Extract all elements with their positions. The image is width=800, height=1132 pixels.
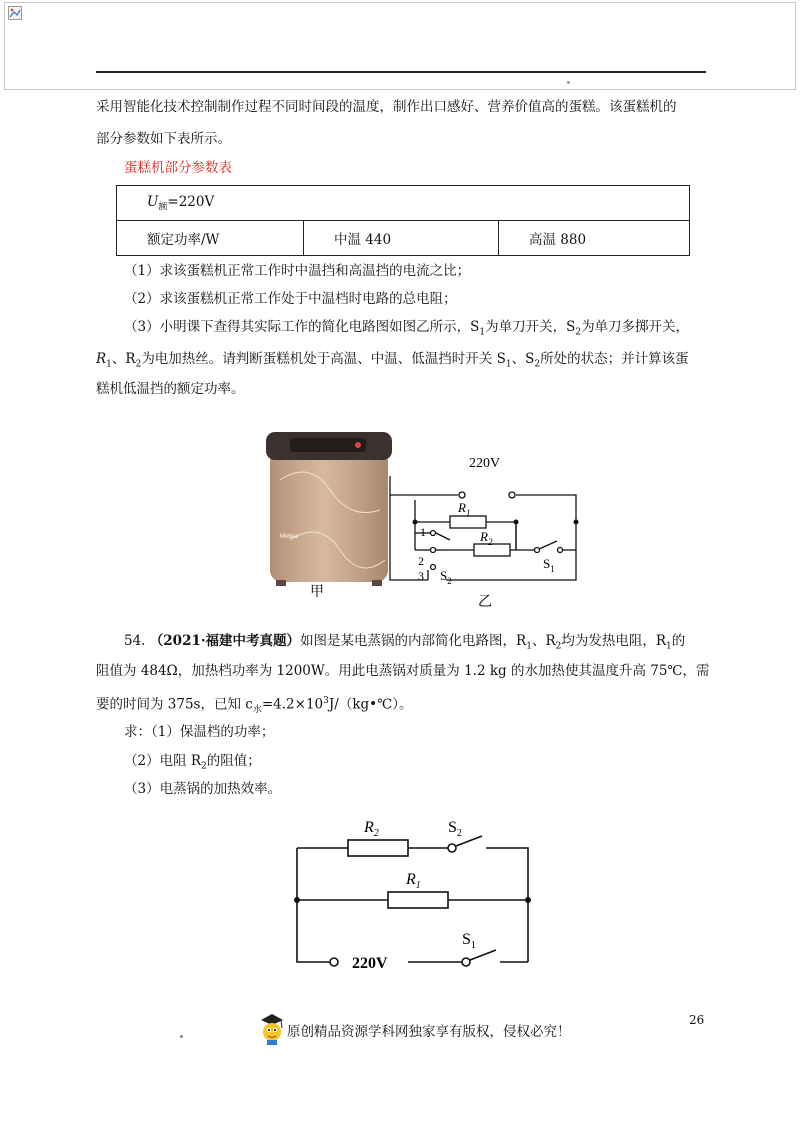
page-number: 26: [689, 1013, 705, 1027]
q53-part3-line2: $R_1$、$R_2$为电加热丝。请判断蛋糕机处于高温、中温、低温挡时开关 $S_1$、$S_2$所处的状态；并计算该蛋: [96, 351, 689, 370]
footer-dot: [180, 1035, 183, 1038]
figure-steamer-circuit: [290, 812, 540, 982]
figure-cake-machine: [250, 420, 600, 616]
voltage-cell: $U_额=220V$: [117, 186, 690, 221]
q54-ask2: （2）电阻 $R_2$的阻值；: [124, 753, 261, 772]
circuit-s1-label: $S_1$: [543, 556, 555, 574]
steamer-r2-label: $R_2$: [364, 819, 379, 839]
q53-part2: （2）求该蛋糕机正常工作处于中温档时电路的总电阻；: [124, 291, 457, 307]
q54-ask1: 求：（1）保温档的功率；: [124, 724, 275, 740]
steamer-s1-label: $S_1$: [462, 931, 476, 951]
q54-ask3: （3）电蒸锅的加热效率。: [124, 781, 282, 797]
circuit-node: [294, 897, 300, 903]
cake-machine-photo: [266, 432, 392, 586]
circuit-node: [574, 520, 579, 525]
circuit-s2-label: $S_2$: [440, 568, 452, 586]
terminal-2-label: 2: [418, 554, 424, 568]
header-dot: [567, 81, 570, 84]
circuit-r1-label: $R_1$: [458, 500, 471, 518]
header-rule: [96, 71, 706, 73]
high-temp-cell: 高温 880: [499, 221, 690, 256]
svg-text:Midea: Midea: [280, 533, 299, 540]
circuit-node: [413, 520, 418, 525]
steamer-s2-label: $S_2$: [448, 819, 462, 839]
top-frame: [4, 2, 796, 90]
parameter-table: [116, 185, 690, 256]
q54-line3: 要的时间为 375s，已知 $c_水=4.2\times 10^3J/(kg•℃)$。: [96, 696, 413, 716]
mid-temp-cell: 中温 440: [304, 221, 499, 256]
q53-part1: （1）求该蛋糕机正常工作时中温挡和高温挡的电流之比；: [124, 263, 471, 279]
intro-line-1: 采用智能化技术控制制作过程不同时间段的温度，制作出口感好、营养价值高的蛋糕。该蛋糕机的: [96, 99, 677, 115]
circuit-r2-label: $R_2$: [480, 529, 493, 547]
circuit-node: [514, 520, 519, 525]
mascot-logo-icon: [258, 1012, 286, 1046]
caption-yi: 乙: [478, 594, 492, 610]
q53-part3-line1: （3）小明课下查得其实际工作的简化电路图如图乙所示，$S_1$为单刀开关，$S_2$为单刀多掷开关，: [124, 319, 690, 338]
broken-image-icon: [8, 6, 22, 20]
copyright-notice: 原创精品资源学科网独家享有版权，侵权必究！: [287, 1024, 571, 1040]
q54-line1: 54. （2021·福建中考真题）如图是某电蒸锅的内部简化电路图，$R_1$、$R_2$均为发热电阻，$R_1$的: [124, 633, 686, 652]
caption-jia: 甲: [310, 584, 324, 600]
steamer-voltage-label: 220V: [352, 955, 388, 972]
table-row: [117, 221, 690, 256]
power-label-cell: 额定功率/W: [117, 221, 304, 256]
table-title: 蛋糕机部分参数表: [124, 160, 232, 176]
circuit-node: [525, 897, 531, 903]
q53-part3-line3: 糕机低温挡的额定功率。: [96, 381, 245, 397]
q54-line2: 阻值为 484Ω，加热档功率为 1200W。用此电蒸锅对质量为 1.2 kg 的水加热使其温度升高 75℃，需: [96, 663, 710, 679]
terminal-3-label: 3: [418, 569, 424, 583]
terminal-1-label: 1: [420, 525, 426, 539]
circuit-voltage-label: 220V: [469, 456, 501, 471]
table-row: [117, 186, 690, 221]
steamer-r1-label: $R_1$: [406, 871, 421, 891]
intro-line-2: 部分参数如下表所示。: [96, 131, 231, 147]
